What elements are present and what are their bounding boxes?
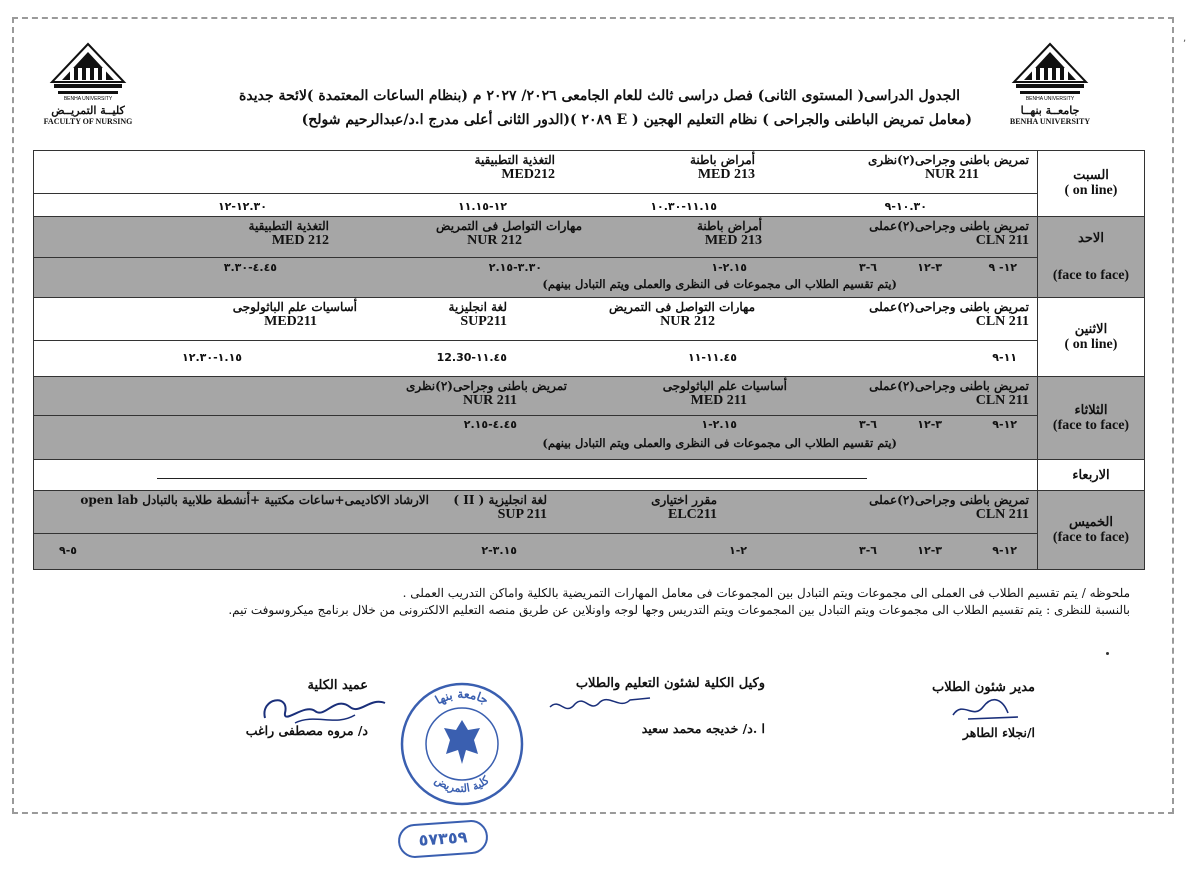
- svg-text:كلية التمريض: كلية التمريض: [432, 773, 492, 796]
- course-block: [453, 493, 547, 523]
- course-name: تمريض باطنى وجراحى(٢)عملى: [869, 300, 1029, 314]
- course-block: [690, 153, 755, 183]
- time-slot: ١٢-٩: [992, 544, 1017, 557]
- day-content: [34, 151, 1038, 217]
- time-slot: ٦-٣: [858, 261, 877, 274]
- day-content: [34, 491, 1038, 570]
- course-code: ELC211: [667, 507, 717, 522]
- note-theory: بالنسبة للنظرى : يتم تقسيم الطلاب الى مجموعات ويتم التبادل بين المجموعات ويتم التدريس وجها لوجه واونلاين عن طريق منصه التعليم الالكترونى من خلال برنامج ميكروسوفت تيم.: [228, 603, 1130, 617]
- row-thursday: [34, 491, 1145, 570]
- course-block: [449, 300, 507, 330]
- empty-day-line: [157, 478, 867, 479]
- day-content: [34, 377, 1038, 460]
- day-name: الثلاثاء: [1074, 402, 1108, 418]
- notes-block: [228, 585, 1130, 619]
- course-code: MED 213: [704, 233, 762, 248]
- day-mode: (face to face): [1052, 529, 1130, 545]
- faculty-logo: [38, 42, 138, 126]
- schedule-table: [33, 150, 1145, 570]
- day-mode: (face to face): [1052, 417, 1130, 433]
- note-practical: ملحوظه / يتم تقسيم الطلاب فى العملى الى مجموعات ويتم التبادل بين المجموعات فى معامل المهارات التمريضية بالكلية واماكن التدريب العملى .: [402, 586, 1130, 600]
- time-slot: ٢-١: [728, 544, 747, 557]
- course-code: NUR 212: [467, 233, 522, 248]
- course-name: أساسيات علم الباثولوجى: [232, 300, 357, 314]
- svg-text:جامعة بنها: جامعة بنها: [432, 686, 491, 708]
- time-row: [34, 257, 1037, 297]
- course-name: مهارات التواصل فى التمريض: [609, 300, 755, 314]
- row-tuesday: [34, 377, 1145, 460]
- stamp-number: ٥٧٣٥٩: [397, 819, 489, 859]
- time-slot: ٢.١٥-١: [701, 418, 737, 431]
- time-slot: ١.١٥-١٢.٣٠: [182, 351, 242, 364]
- day-mode: ( on line): [1064, 336, 1118, 352]
- course-code: SUP 211: [497, 507, 547, 522]
- course-block: [663, 379, 787, 409]
- course-block: [436, 219, 582, 249]
- time-slot: ١٢.٣٠-١٢: [217, 200, 267, 213]
- eagle-icon: [444, 720, 480, 764]
- group-note: (يتم تقسيم الطلاب الى مجموعات فى النظرى والعملى ويتم التبادل بينهم): [542, 277, 897, 291]
- course-code: MED 213: [697, 167, 755, 182]
- time-slot: ١١.١٥-١٠.٣٠: [650, 200, 717, 213]
- time-slot: ٣-١٢: [917, 544, 942, 557]
- day-name: الخميس: [1069, 514, 1113, 530]
- day-cell: [1038, 298, 1145, 377]
- time-slot: ٣-١٢: [917, 418, 942, 431]
- row-wednesday: [34, 460, 1145, 491]
- course-block: [869, 379, 1029, 409]
- course-name: تمريض باطنى وجراحى(٢)عملى: [869, 219, 1029, 233]
- time-slot: ١١.٤٥-١١: [687, 351, 737, 364]
- row-sunday: [34, 217, 1145, 298]
- signature-title: مدير شئون الطلاب: [932, 680, 1035, 695]
- course-block: [869, 300, 1029, 330]
- day-cell: [1038, 460, 1145, 491]
- course-block: [868, 153, 1029, 183]
- day-name: الاربعاء: [1072, 467, 1110, 483]
- course-name: تمريض باطنى وجراحى(٢)نظرى: [405, 379, 567, 393]
- day-name: الاحد: [1078, 230, 1104, 246]
- time-row: [34, 533, 1037, 569]
- schedule-title: الجدول الدراسى( المستوى الثانى) فصل دراسى ثالث للعام الجامعى ٢٠٢٦/ ٢٠٢٧ م (بنظام الساعات المعتمدة )لائحة جديدة: [239, 88, 960, 104]
- course-block: [249, 219, 329, 249]
- day-cell: [1038, 377, 1145, 460]
- signature-scribble: [948, 695, 1028, 725]
- course-code: CLN 211: [975, 314, 1029, 329]
- time-slot: ٣.١٥-٢: [481, 544, 517, 557]
- course-name: تمريض باطنى وجراحى(٢)نظرى: [867, 153, 1029, 167]
- university-name-en: BENHA UNIVERSITY: [1009, 117, 1091, 126]
- course-name: أمراض باطنة: [696, 219, 762, 233]
- day-name: الاثنين: [1074, 321, 1108, 337]
- course-code: NUR 212: [660, 314, 715, 329]
- course-block: [869, 219, 1029, 249]
- group-note: (يتم تقسيم الطلاب الى مجموعات فى النظرى والعملى ويتم التبادل بينهم): [542, 436, 897, 450]
- time-slot: ١٢- ٩: [988, 261, 1017, 274]
- row-saturday: [34, 151, 1145, 217]
- day-cell: [1038, 491, 1145, 570]
- day-content: [34, 460, 1038, 491]
- course-code: MED212: [501, 167, 555, 182]
- day-mode: (face to face): [1052, 267, 1130, 283]
- course-block: [869, 493, 1029, 523]
- svg-text:BENHA UNIVERSITY: BENHA UNIVERSITY: [63, 96, 113, 102]
- time-slot: ٤.٤٥-٣.٣٠: [223, 261, 277, 274]
- course-name: التغذية التطبيقية: [248, 219, 329, 233]
- course-block: [609, 300, 755, 330]
- faculty-building-icon: [48, 42, 128, 102]
- time-slot: ٣-١٢: [917, 261, 942, 274]
- time-slot: ١٢-١١.١٥: [457, 200, 507, 213]
- corner-mark: ,: [1183, 33, 1187, 44]
- signature-name: ا/نجلاء الطاهر: [962, 725, 1035, 740]
- course-code: MED211: [264, 314, 317, 329]
- course-code: CLN 211: [975, 233, 1029, 248]
- time-slot: ٣.٣٠-٢.١٥: [488, 261, 542, 274]
- course-block: [697, 219, 762, 249]
- signature-title: عميد الكلية: [307, 678, 368, 693]
- time-row: [34, 415, 1037, 459]
- course-block: [651, 493, 717, 523]
- course-name: الارشاد الاكاديمى+ساعات مكتبية +أنشطة طلابية بالتبادل open lab: [80, 493, 429, 507]
- faculty-name-ar: كليــة التمريــض: [51, 104, 125, 117]
- signature-name: ا .د/ خديجه محمد سعيد: [641, 721, 765, 736]
- signature-scribble: [545, 692, 655, 720]
- signature-title: وكيل الكلية لشئون التعليم والطلاب: [575, 676, 765, 691]
- time-slot: ٦-٣: [858, 544, 877, 557]
- schedule-subtitle: (معامل تمريض الباطنى والجراحى ) نظام التعليم الهجين ( E ٢٠٨٩ )(الدور الثانى أعلى مدرج ا.د/عبدالرحيم شولح): [301, 112, 972, 128]
- day-content: [34, 217, 1038, 298]
- course-code: CLN 211: [975, 393, 1029, 408]
- course-name: مقرر اختيارى: [651, 493, 717, 507]
- time-slot: ٦-٣: [858, 418, 877, 431]
- course-name: أمراض باطنة: [689, 153, 755, 167]
- day-name: السبت: [1073, 168, 1109, 183]
- course-code: NUR 211: [924, 167, 979, 182]
- course-block: [406, 379, 567, 409]
- course-name: مهارات التواصل فى التمريض: [436, 219, 582, 233]
- course-name: تمريض باطنى وجراحى(٢)عملى: [869, 493, 1029, 507]
- time-slot: ٢.١٥-١: [711, 261, 747, 274]
- dot-mark: [1106, 652, 1109, 655]
- time-slot: ١١-٩: [992, 351, 1017, 364]
- signature-name: د/ مروه مصطفى راغب: [245, 723, 368, 738]
- university-name-ar: جامعــة بنهــا: [1020, 104, 1080, 117]
- time-slot: 12.30-١١.٤٥: [436, 351, 507, 364]
- faculty-name-en: FACULTY OF NURSING: [43, 117, 133, 126]
- time-row: [34, 340, 1037, 376]
- day-cell: [1038, 151, 1145, 217]
- time-slot: ١٢-٩: [992, 418, 1017, 431]
- university-building-icon: [1010, 42, 1090, 102]
- course-code: MED 212: [271, 233, 329, 248]
- time-slot: ٥-٩: [58, 544, 77, 557]
- course-name: أساسيات علم الباثولوجى: [662, 379, 787, 393]
- course-name: التغذية التطبيقية: [474, 153, 555, 167]
- time-row: [34, 193, 1037, 216]
- official-seal: [398, 680, 526, 808]
- course-name: لغة انجليزية: [448, 300, 507, 314]
- day-content: [34, 298, 1038, 377]
- course-name: لغة انجليزية ( II ): [453, 493, 547, 507]
- course-code: MED 211: [690, 393, 747, 408]
- time-slot: ٤.٤٥-٢.١٥: [463, 418, 517, 431]
- course-code: CLN 211: [975, 507, 1029, 522]
- day-cell: [1038, 217, 1145, 298]
- course-block: [80, 493, 429, 507]
- course-code: NUR 211: [462, 393, 517, 408]
- signature-scribble: [255, 683, 395, 733]
- course-code: SUP211: [460, 314, 507, 329]
- row-monday: [34, 298, 1145, 377]
- time-slot: ١٠.٣٠-٩: [884, 200, 927, 213]
- course-block: [475, 153, 555, 183]
- course-block: [233, 300, 357, 330]
- university-logo: [1000, 42, 1100, 126]
- svg-text:BENHA UNIVERSITY: BENHA UNIVERSITY: [1025, 96, 1075, 102]
- course-name: تمريض باطنى وجراحى(٢)عملى: [869, 379, 1029, 393]
- day-mode: ( on line): [1064, 183, 1118, 198]
